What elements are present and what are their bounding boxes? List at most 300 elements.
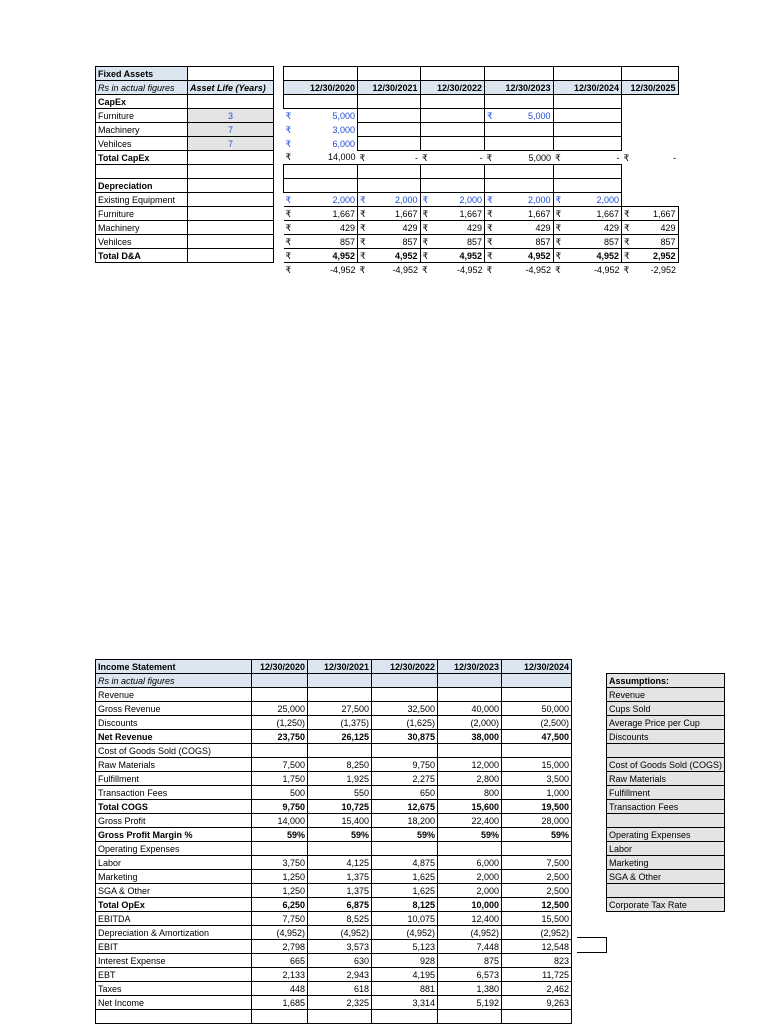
is-row-value[interactable]: 2,500 bbox=[502, 870, 572, 884]
rupee-symbol: ₹ bbox=[285, 138, 292, 149]
is-row-value[interactable]: 10,000 bbox=[438, 898, 502, 912]
is-year-header[interactable]: 12/30/2022 bbox=[372, 660, 438, 674]
total-capex-label[interactable]: Total CapEx bbox=[96, 151, 188, 165]
is-row-value[interactable]: 2,943 bbox=[308, 968, 372, 982]
is-row-value[interactable]: 8,250 bbox=[308, 758, 372, 772]
is-row-value[interactable]: 9,750 bbox=[372, 758, 438, 772]
is-row-label[interactable]: EBT bbox=[96, 968, 252, 982]
is-row-value[interactable]: 15,400 bbox=[308, 814, 372, 828]
asset-life-header[interactable]: Asset Life (Years) bbox=[188, 81, 274, 95]
is-row-label[interactable]: Net Revenue bbox=[96, 730, 252, 744]
depreciation-value[interactable]: 857 bbox=[632, 235, 678, 249]
is-row bbox=[96, 996, 572, 1010]
is-row-value[interactable]: 1,375 bbox=[308, 870, 372, 884]
depreciation-row-label[interactable]: Furniture bbox=[96, 207, 188, 221]
is-title-row bbox=[96, 660, 572, 674]
is-row-value[interactable]: 448 bbox=[252, 982, 308, 996]
rupee-symbol: ₹ bbox=[359, 264, 366, 275]
depreciation-value[interactable] bbox=[632, 193, 678, 207]
is-row-value[interactable]: 27,500 bbox=[308, 702, 372, 716]
is-row-label[interactable]: Gross Revenue bbox=[96, 702, 252, 716]
negative-da-value[interactable]: -4,952 bbox=[456, 264, 483, 275]
is-row-value[interactable]: 550 bbox=[308, 786, 372, 800]
is-row-value[interactable]: 650 bbox=[372, 786, 438, 800]
is-row bbox=[96, 926, 572, 940]
is-blank-row bbox=[96, 1010, 572, 1024]
rupee-symbol: ₹ bbox=[485, 221, 496, 235]
is-row-value[interactable]: 7,500 bbox=[252, 758, 308, 772]
fa-year-header[interactable]: 12/30/2022 bbox=[420, 81, 485, 95]
rupee-symbol: ₹ bbox=[555, 264, 561, 275]
depreciation-value[interactable]: 429 bbox=[632, 221, 678, 235]
is-row bbox=[96, 898, 572, 912]
assumptions-title[interactable]: Assumptions: bbox=[607, 674, 725, 688]
is-row bbox=[96, 856, 572, 870]
capex-value[interactable]: 5,000 bbox=[527, 110, 551, 121]
is-row-label[interactable]: Gross Profit Margin % bbox=[96, 828, 252, 842]
is-row-value[interactable] bbox=[308, 744, 372, 758]
depreciation-value[interactable]: 1,667 bbox=[294, 207, 358, 221]
fa-year-header[interactable]: 12/30/2024 bbox=[553, 81, 622, 95]
is-row-value[interactable]: 1,380 bbox=[438, 982, 502, 996]
ebit-side-cell[interactable] bbox=[577, 937, 607, 953]
is-title[interactable]: Income Statement bbox=[96, 660, 252, 674]
is-row bbox=[96, 954, 572, 968]
is-year-header[interactable]: 12/30/2024 bbox=[502, 660, 572, 674]
assumption-label[interactable]: Fulfillment bbox=[607, 786, 725, 800]
is-year-header[interactable]: 12/30/2020 bbox=[252, 660, 308, 674]
is-row-value[interactable]: 5,192 bbox=[438, 996, 502, 1010]
is-row bbox=[96, 884, 572, 898]
depreciation-value[interactable]: 429 bbox=[368, 221, 420, 235]
assumption-label[interactable]: Average Price per Cup bbox=[607, 716, 725, 730]
is-row-value[interactable]: 800 bbox=[438, 786, 502, 800]
depreciation-label[interactable]: Depreciation bbox=[96, 179, 188, 193]
is-row-value[interactable]: 2,275 bbox=[372, 772, 438, 786]
depreciation-value[interactable]: 429 bbox=[431, 221, 485, 235]
is-row bbox=[96, 828, 572, 842]
is-row-value[interactable]: 15,600 bbox=[438, 800, 502, 814]
fa-year-header[interactable]: 12/30/2020 bbox=[284, 81, 358, 95]
is-row-value[interactable] bbox=[308, 842, 372, 856]
is-row-value[interactable]: 6,250 bbox=[252, 898, 308, 912]
is-row-label[interactable]: Operating Expenses bbox=[96, 842, 252, 856]
is-row-value[interactable]: 59% bbox=[438, 828, 502, 842]
is-row-value[interactable]: 500 bbox=[252, 786, 308, 800]
is-row-value[interactable]: 22,400 bbox=[438, 814, 502, 828]
total-capex-row bbox=[96, 151, 679, 165]
capex-section-row bbox=[96, 95, 679, 109]
is-row-value[interactable]: 6,875 bbox=[308, 898, 372, 912]
depreciation-value[interactable]: 857 bbox=[431, 235, 485, 249]
depreciation-row-label[interactable]: Existing Equipment bbox=[96, 193, 188, 207]
is-row-value[interactable]: 1,625 bbox=[372, 870, 438, 884]
is-row-value[interactable]: 881 bbox=[372, 982, 438, 996]
is-row-value[interactable]: 38,000 bbox=[438, 730, 502, 744]
depreciation-value[interactable]: 1,667 bbox=[564, 207, 622, 221]
depreciation-value[interactable]: 857 bbox=[564, 235, 622, 249]
is-row-label[interactable]: EBIT bbox=[96, 940, 252, 954]
is-row-value[interactable]: 3,500 bbox=[502, 772, 572, 786]
rupee-symbol: ₹ bbox=[486, 152, 493, 163]
depreciation-value[interactable]: 429 bbox=[564, 221, 622, 235]
is-row-label[interactable]: Marketing bbox=[96, 870, 252, 884]
asset-life-value[interactable]: 7 bbox=[188, 137, 274, 151]
depreciation-value[interactable]: 429 bbox=[294, 221, 358, 235]
is-row-value[interactable]: 3,314 bbox=[372, 996, 438, 1010]
is-row-value[interactable]: 59% bbox=[502, 828, 572, 842]
rupee-symbol: ₹ bbox=[422, 264, 428, 275]
asset-life-value[interactable]: 7 bbox=[188, 123, 274, 137]
capex-row-label[interactable]: Machinery bbox=[96, 123, 188, 137]
assumption-label[interactable] bbox=[607, 744, 725, 758]
assumption-row bbox=[607, 884, 725, 898]
is-row-value[interactable]: 12,000 bbox=[438, 758, 502, 772]
rupee-symbol: ₹ bbox=[285, 152, 292, 163]
fa-year-header[interactable]: 12/30/2021 bbox=[358, 81, 421, 95]
capex-row bbox=[96, 123, 679, 137]
assumption-label[interactable]: Raw Materials bbox=[607, 772, 725, 786]
is-row-value[interactable]: 10,075 bbox=[372, 912, 438, 926]
rupee-symbol: ₹ bbox=[622, 235, 633, 249]
is-year-header[interactable]: 12/30/2023 bbox=[438, 660, 502, 674]
is-row-value[interactable]: 823 bbox=[502, 954, 572, 968]
is-row-value[interactable]: 1,000 bbox=[502, 786, 572, 800]
fa-title[interactable]: Fixed Assets bbox=[96, 67, 188, 81]
is-row-value[interactable]: 1,925 bbox=[308, 772, 372, 786]
is-row-value[interactable]: 26,125 bbox=[308, 730, 372, 744]
is-row-label[interactable]: Fulfillment bbox=[96, 772, 252, 786]
depreciation-value[interactable]: 2,952 bbox=[632, 249, 678, 263]
is-row-value[interactable]: 1,625 bbox=[372, 884, 438, 898]
is-row-value[interactable]: 2,325 bbox=[308, 996, 372, 1010]
is-row-value[interactable] bbox=[252, 744, 308, 758]
rupee-symbol: ₹ bbox=[485, 249, 496, 263]
is-row-label[interactable]: Raw Materials bbox=[96, 758, 252, 772]
assumptions-title-row bbox=[607, 674, 725, 688]
rupee-symbol: ₹ bbox=[285, 110, 292, 121]
is-row-value[interactable]: 10,725 bbox=[308, 800, 372, 814]
depreciation-value[interactable]: 429 bbox=[495, 221, 553, 235]
is-row bbox=[96, 940, 572, 954]
is-row-label[interactable]: Total OpEx bbox=[96, 898, 252, 912]
is-row-value[interactable] bbox=[502, 842, 572, 856]
is-row-value[interactable] bbox=[438, 744, 502, 758]
is-row-label[interactable]: Depreciation & Amortization bbox=[96, 926, 252, 940]
depreciation-row bbox=[96, 207, 679, 221]
depreciation-value[interactable]: 1,667 bbox=[368, 207, 420, 221]
depreciation-value[interactable]: 4,952 bbox=[495, 249, 553, 263]
rupee-symbol: ₹ bbox=[420, 193, 431, 207]
is-row-label[interactable]: Revenue bbox=[96, 688, 252, 702]
assumption-label[interactable]: Discounts bbox=[607, 730, 725, 744]
is-row-value[interactable] bbox=[252, 842, 308, 856]
is-row-value[interactable] bbox=[438, 842, 502, 856]
negative-da-value[interactable]: -4,952 bbox=[593, 264, 620, 275]
depreciation-value[interactable]: 4,952 bbox=[368, 249, 420, 263]
is-row-value[interactable]: 8,525 bbox=[308, 912, 372, 926]
is-row-value[interactable] bbox=[372, 744, 438, 758]
negative-da-value[interactable]: -4,952 bbox=[525, 264, 551, 275]
is-row-value[interactable]: 618 bbox=[308, 982, 372, 996]
depreciation-value[interactable]: 2,000 bbox=[368, 193, 420, 207]
is-row-value[interactable]: 7,500 bbox=[502, 856, 572, 870]
is-row-value[interactable]: 928 bbox=[372, 954, 438, 968]
is-row-label[interactable]: SGA & Other bbox=[96, 884, 252, 898]
is-row-value[interactable]: 4,195 bbox=[372, 968, 438, 982]
depreciation-value[interactable]: 1,667 bbox=[431, 207, 485, 221]
total-capex-value[interactable]: - bbox=[415, 152, 418, 163]
total-capex-value[interactable]: - bbox=[616, 152, 620, 163]
is-row-value[interactable]: (2,500) bbox=[502, 716, 572, 730]
rupee-symbol: ₹ bbox=[485, 235, 496, 249]
is-row-label[interactable]: Gross Profit bbox=[96, 814, 252, 828]
is-row-value[interactable]: 12,500 bbox=[502, 898, 572, 912]
rupee-symbol: ₹ bbox=[358, 193, 369, 207]
capex-value[interactable]: 6,000 bbox=[332, 138, 355, 149]
assumption-row bbox=[607, 800, 725, 814]
is-row-label[interactable]: Total COGS bbox=[96, 800, 252, 814]
is-row-value[interactable]: (2,000) bbox=[438, 716, 502, 730]
is-row bbox=[96, 730, 572, 744]
is-row-value[interactable]: 19,500 bbox=[502, 800, 572, 814]
assumption-label[interactable]: SGA & Other bbox=[607, 870, 725, 884]
depreciation-value[interactable]: 1,667 bbox=[632, 207, 678, 221]
capex-row-label[interactable]: Vehilces bbox=[96, 137, 188, 151]
is-row-value[interactable]: (1,250) bbox=[252, 716, 308, 730]
is-row-value[interactable]: 23,750 bbox=[252, 730, 308, 744]
is-row-value[interactable]: 665 bbox=[252, 954, 308, 968]
is-row-value[interactable]: 40,000 bbox=[438, 702, 502, 716]
depreciation-rows bbox=[96, 193, 679, 277]
is-row-value[interactable] bbox=[252, 688, 308, 702]
assumption-label[interactable]: Marketing bbox=[607, 856, 725, 870]
total-da-label[interactable]: Total D&A bbox=[96, 249, 188, 263]
depreciation-section-row bbox=[96, 179, 679, 193]
depreciation-value[interactable]: 857 bbox=[368, 235, 420, 249]
capex-row bbox=[96, 137, 679, 151]
is-row-value[interactable]: 18,200 bbox=[372, 814, 438, 828]
is-row-value[interactable]: 12,400 bbox=[438, 912, 502, 926]
assumption-label[interactable]: Cups Sold bbox=[607, 702, 725, 716]
depreciation-value[interactable]: 2,000 bbox=[495, 193, 553, 207]
assumption-row bbox=[607, 702, 725, 716]
is-row-value[interactable]: 4,875 bbox=[372, 856, 438, 870]
depreciation-value[interactable]: 2,000 bbox=[431, 193, 485, 207]
rupee-symbol: ₹ bbox=[358, 249, 369, 263]
assumption-row bbox=[607, 758, 725, 772]
is-row bbox=[96, 842, 572, 856]
assumption-row bbox=[607, 898, 725, 912]
is-row-value[interactable]: 2,133 bbox=[252, 968, 308, 982]
is-row-value[interactable]: 59% bbox=[372, 828, 438, 842]
negative-da-value[interactable]: -4,952 bbox=[392, 264, 418, 275]
is-row-value[interactable]: 15,500 bbox=[502, 912, 572, 926]
capex-value[interactable]: 5,000 bbox=[332, 110, 355, 121]
is-row-value[interactable]: 50,000 bbox=[502, 702, 572, 716]
capex-label[interactable]: CapEx bbox=[96, 95, 188, 109]
depreciation-row-label[interactable]: Machinery bbox=[96, 221, 188, 235]
assumption-label[interactable]: Transaction Fees bbox=[607, 800, 725, 814]
rupee-symbol: ₹ bbox=[553, 193, 564, 207]
total-capex-value[interactable]: - bbox=[673, 152, 676, 163]
is-row-value[interactable]: 59% bbox=[308, 828, 372, 842]
assumption-label[interactable]: Revenue bbox=[607, 688, 725, 702]
is-row bbox=[96, 968, 572, 982]
depreciation-value[interactable]: 1,667 bbox=[495, 207, 553, 221]
is-row-value[interactable]: 25,000 bbox=[252, 702, 308, 716]
is-row-value[interactable] bbox=[372, 688, 438, 702]
is-row bbox=[96, 814, 572, 828]
is-row-label[interactable]: Labor bbox=[96, 856, 252, 870]
asset-life-value[interactable]: 3 bbox=[188, 109, 274, 123]
depreciation-value[interactable]: 857 bbox=[495, 235, 553, 249]
rupee-symbol: ₹ bbox=[358, 221, 369, 235]
is-row-value[interactable]: 12,675 bbox=[372, 800, 438, 814]
capex-value[interactable]: 3,000 bbox=[332, 124, 355, 135]
is-row-value[interactable]: 15,000 bbox=[502, 758, 572, 772]
is-row-value[interactable]: 875 bbox=[438, 954, 502, 968]
is-row-value[interactable]: (1,625) bbox=[372, 716, 438, 730]
is-row-value[interactable]: 1,750 bbox=[252, 772, 308, 786]
is-row-value[interactable] bbox=[438, 688, 502, 702]
is-row-label[interactable]: Transaction Fees bbox=[96, 786, 252, 800]
is-row-value[interactable]: 28,000 bbox=[502, 814, 572, 828]
is-row-value[interactable]: 30,875 bbox=[372, 730, 438, 744]
is-row bbox=[96, 982, 572, 996]
is-row-label[interactable]: Interest Expense bbox=[96, 954, 252, 968]
is-row-value[interactable]: 3,573 bbox=[308, 940, 372, 954]
is-row-value[interactable]: 9,263 bbox=[502, 996, 572, 1010]
rupee-symbol: ₹ bbox=[420, 235, 431, 249]
total-capex-value[interactable]: - bbox=[479, 152, 483, 163]
is-row-value[interactable]: 630 bbox=[308, 954, 372, 968]
fa-subtitle[interactable]: Rs in actual figures bbox=[96, 81, 188, 95]
rupee-symbol: ₹ bbox=[420, 207, 431, 221]
rupee-symbol: ₹ bbox=[284, 249, 294, 263]
is-row-value[interactable]: 7,448 bbox=[438, 940, 502, 954]
is-row-value[interactable]: (4,952) bbox=[438, 926, 502, 940]
is-row-value[interactable]: 2,000 bbox=[438, 884, 502, 898]
assumption-label[interactable]: Cost of Goods Sold (COGS) bbox=[607, 758, 725, 772]
is-subtitle-row bbox=[96, 674, 572, 688]
is-row-value[interactable]: 9,750 bbox=[252, 800, 308, 814]
rupee-symbol: ₹ bbox=[622, 207, 633, 221]
assumption-label[interactable]: Labor bbox=[607, 842, 725, 856]
income-statement-table bbox=[95, 659, 572, 1024]
total-capex-value[interactable]: 5,000 bbox=[528, 152, 551, 163]
assumption-label[interactable]: Corporate Tax Rate bbox=[607, 898, 725, 912]
assumptions-table bbox=[606, 673, 725, 912]
fa-header-row bbox=[96, 81, 679, 95]
is-row-value[interactable]: 7,750 bbox=[252, 912, 308, 926]
is-row-value[interactable]: (4,952) bbox=[372, 926, 438, 940]
is-row-label[interactable]: Taxes bbox=[96, 982, 252, 996]
negative-da-value[interactable]: -2,952 bbox=[650, 264, 676, 275]
depreciation-row-label[interactable]: Vehilces bbox=[96, 235, 188, 249]
is-row-value[interactable]: 12,548 bbox=[502, 940, 572, 954]
is-row-value[interactable] bbox=[308, 688, 372, 702]
is-row-value[interactable] bbox=[502, 688, 572, 702]
is-row-value[interactable]: 6,000 bbox=[438, 856, 502, 870]
is-row-value[interactable]: 2,798 bbox=[252, 940, 308, 954]
assumption-label[interactable]: Operating Expenses bbox=[607, 828, 725, 842]
is-row-value[interactable]: 2,000 bbox=[438, 870, 502, 884]
assumption-row bbox=[607, 842, 725, 856]
is-row-value[interactable]: (1,375) bbox=[308, 716, 372, 730]
assumption-row bbox=[607, 870, 725, 884]
assumption-row bbox=[607, 744, 725, 758]
depreciation-value[interactable]: 4,952 bbox=[564, 249, 622, 263]
is-row-value[interactable]: (2,952) bbox=[502, 926, 572, 940]
is-row-label[interactable]: Discounts bbox=[96, 716, 252, 730]
total-capex-value[interactable]: 14,000 bbox=[327, 152, 356, 163]
is-row-value[interactable]: 1,250 bbox=[252, 870, 308, 884]
is-row-value[interactable]: 47,500 bbox=[502, 730, 572, 744]
is-row-value[interactable]: 4,125 bbox=[308, 856, 372, 870]
is-row-value[interactable]: 59% bbox=[252, 828, 308, 842]
capex-row-label[interactable]: Furniture bbox=[96, 109, 188, 123]
depreciation-value[interactable]: 4,952 bbox=[294, 249, 358, 263]
capex-row bbox=[96, 109, 679, 123]
is-row-value[interactable]: 2,800 bbox=[438, 772, 502, 786]
is-row bbox=[96, 800, 572, 814]
rupee-symbol: ₹ bbox=[359, 152, 366, 163]
is-row-value[interactable]: 5,123 bbox=[372, 940, 438, 954]
is-row-value[interactable]: 2,500 bbox=[502, 884, 572, 898]
fa-year-header[interactable]: 12/30/2025 bbox=[622, 81, 679, 95]
negative-da-value[interactable]: -4,952 bbox=[329, 264, 356, 275]
is-row-value[interactable]: 11,725 bbox=[502, 968, 572, 982]
is-row-value[interactable]: 1,685 bbox=[252, 996, 308, 1010]
is-row-value[interactable]: (4,952) bbox=[252, 926, 308, 940]
depreciation-value[interactable]: 2,000 bbox=[294, 193, 358, 207]
is-row-value[interactable]: 6,573 bbox=[438, 968, 502, 982]
assumption-label[interactable] bbox=[607, 884, 725, 898]
depreciation-value[interactable]: 2,000 bbox=[564, 193, 622, 207]
rupee-symbol: ₹ bbox=[420, 221, 431, 235]
depreciation-value[interactable]: 4,952 bbox=[431, 249, 485, 263]
is-row-label[interactable]: Cost of Goods Sold (COGS) bbox=[96, 744, 252, 758]
rupee-symbol: ₹ bbox=[284, 235, 294, 249]
fa-year-header[interactable]: 12/30/2023 bbox=[485, 81, 554, 95]
is-subtitle[interactable]: Rs in actual figures bbox=[96, 674, 252, 688]
is-year-header[interactable]: 12/30/2021 bbox=[308, 660, 372, 674]
is-row bbox=[96, 716, 572, 730]
is-row-label[interactable]: EBITDA bbox=[96, 912, 252, 926]
is-row-value[interactable] bbox=[372, 842, 438, 856]
rupee-symbol: ₹ bbox=[486, 264, 493, 275]
assumption-row bbox=[607, 730, 725, 744]
is-row-value[interactable]: (4,952) bbox=[308, 926, 372, 940]
is-row-value[interactable]: 1,250 bbox=[252, 884, 308, 898]
rupee-symbol: ₹ bbox=[485, 193, 496, 207]
is-row-value[interactable]: 14,000 bbox=[252, 814, 308, 828]
depreciation-value[interactable]: 857 bbox=[294, 235, 358, 249]
is-row-value[interactable] bbox=[502, 744, 572, 758]
is-row-value[interactable]: 32,500 bbox=[372, 702, 438, 716]
rupee-symbol: ₹ bbox=[358, 207, 369, 221]
rupee-symbol: ₹ bbox=[622, 249, 633, 263]
is-row-value[interactable]: 3,750 bbox=[252, 856, 308, 870]
is-row-label[interactable]: Net Income bbox=[96, 996, 252, 1010]
assumption-label[interactable] bbox=[607, 814, 725, 828]
assumption-row bbox=[607, 688, 725, 702]
is-row-value[interactable]: 8,125 bbox=[372, 898, 438, 912]
is-row-value[interactable]: 2,462 bbox=[502, 982, 572, 996]
assumption-row bbox=[607, 772, 725, 786]
is-row-value[interactable]: 1,375 bbox=[308, 884, 372, 898]
